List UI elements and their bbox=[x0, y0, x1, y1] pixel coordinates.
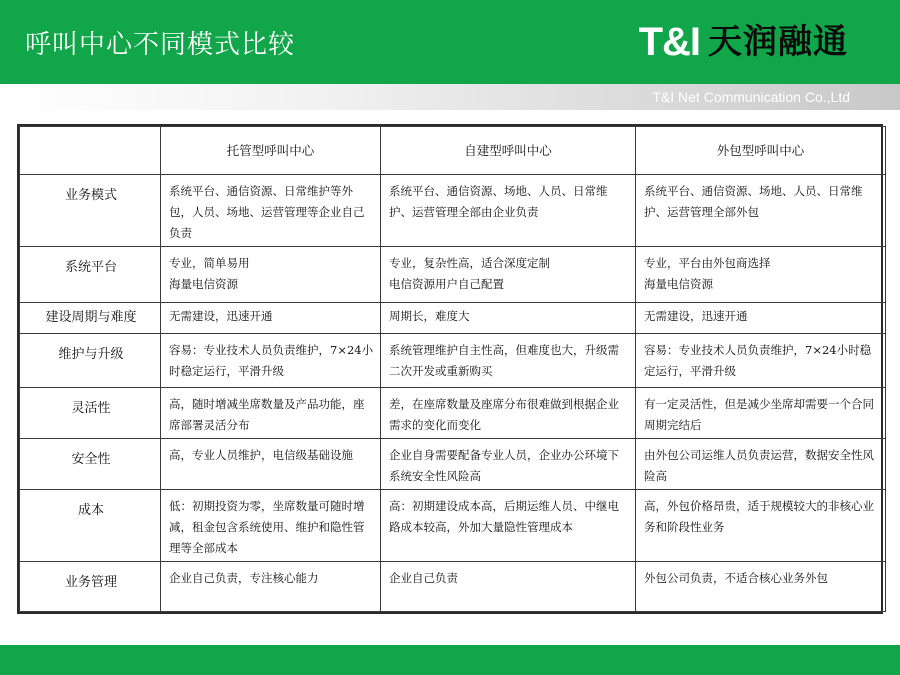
header-bar bbox=[0, 0, 900, 84]
cell-line: 专业，平台由外包商选择 bbox=[644, 256, 771, 270]
table-cell: 外包公司负责，不适合核心业务外包 bbox=[636, 562, 886, 612]
table-cell: 系统平台、通信资源、场地、人员、日常维护、运营管理全部由企业负责 bbox=[381, 175, 636, 247]
cell-line: 专业，简单易用 bbox=[169, 256, 250, 270]
table-cell bbox=[636, 247, 886, 303]
table-cell: 容易：专业技术人员负责维护，7×24小时稳定运行，平滑升级 bbox=[161, 334, 381, 388]
table-cell: 系统平台、通信资源、场地、人员、日常维护、运营管理全部外包 bbox=[636, 175, 886, 247]
table-row bbox=[20, 303, 886, 334]
logo-mark: T&I bbox=[638, 20, 700, 64]
row-label: 业务管理 bbox=[20, 562, 161, 612]
table-header-row bbox=[20, 127, 886, 175]
row-label: 成本 bbox=[20, 490, 161, 562]
cell-line: 专业，复杂性高，适合深度定制 bbox=[389, 256, 550, 270]
table-cell: 由外包公司运维人员负责运营，数据安全性风险高 bbox=[636, 439, 886, 490]
table-row bbox=[20, 247, 886, 303]
table-cell: 周期长，难度大 bbox=[381, 303, 636, 334]
table-cell: 低：初期投资为零，坐席数量可随时增减，租金包含系统使用、维护和隐性管理等全部成本 bbox=[161, 490, 381, 562]
table-cell: 企业自己负责，专注核心能力 bbox=[161, 562, 381, 612]
slide-title: 呼叫中心不同模式比较 bbox=[25, 30, 296, 60]
row-label: 系统平台 bbox=[20, 247, 161, 303]
row-label: 业务模式 bbox=[20, 175, 161, 247]
table-cell: 有一定灵活性，但是减少坐席却需要一个合同周期完结后 bbox=[636, 388, 886, 439]
table-cell: 容易：专业技术人员负责维护，7×24小时稳定运行，平滑升级 bbox=[636, 334, 886, 388]
table-row bbox=[20, 439, 886, 490]
table-cell: 高，随时增减坐席数量及产品功能，座席部署灵活分布 bbox=[161, 388, 381, 439]
header-outsourced: 外包型呼叫中心 bbox=[636, 127, 886, 175]
table-row bbox=[20, 562, 886, 612]
table-row bbox=[20, 175, 886, 247]
cell-line: 海量电信资源 bbox=[169, 277, 238, 291]
logo-chinese-name: 天润融通 bbox=[708, 22, 848, 62]
comparison-table bbox=[17, 124, 883, 614]
cell-line: 海量电信资源 bbox=[644, 277, 713, 291]
header-corner-cell bbox=[20, 127, 161, 175]
table-cell: 差，在座席数量及座席分布很难做到根据企业需求的变化而变化 bbox=[381, 388, 636, 439]
table-cell bbox=[161, 247, 381, 303]
cell-line: 电信资源用户自己配置 bbox=[389, 277, 504, 291]
row-label: 灵活性 bbox=[20, 388, 161, 439]
header-self-built: 自建型呼叫中心 bbox=[381, 127, 636, 175]
table-cell: 系统平台、通信资源、日常维护等外包，人员、场地、运营管理等企业自己负责 bbox=[161, 175, 381, 247]
table-cell: 高：初期建设成本高，后期运维人员、中继电路成本较高，外加大量隐性管理成本 bbox=[381, 490, 636, 562]
row-label: 维护与升级 bbox=[20, 334, 161, 388]
table-cell: 企业自己负责 bbox=[381, 562, 636, 612]
table-cell: 无需建设，迅速开通 bbox=[636, 303, 886, 334]
company-logo bbox=[639, 22, 848, 62]
row-label: 安全性 bbox=[20, 439, 161, 490]
table-cell: 高，专业人员维护，电信级基础设施 bbox=[161, 439, 381, 490]
header-hosted: 托管型呼叫中心 bbox=[161, 127, 381, 175]
table-row bbox=[20, 334, 886, 388]
table-cell: 企业自身需要配备专业人员，企业办公环境下系统安全性风险高 bbox=[381, 439, 636, 490]
company-english-name: T&I Net Communication Co.,Ltd bbox=[652, 89, 850, 105]
table-cell: 高，外包价格昂贵，适于规模较大的非核心业务和阶段性业务 bbox=[636, 490, 886, 562]
table-cell: 无需建设，迅速开通 bbox=[161, 303, 381, 334]
table-cell bbox=[381, 247, 636, 303]
table-row bbox=[20, 388, 886, 439]
table-cell: 系统管理维护自主性高，但难度也大，升级需二次开发或重新购买 bbox=[381, 334, 636, 388]
table-row bbox=[20, 490, 886, 562]
footer-bar bbox=[0, 645, 900, 675]
row-label: 建设周期与难度 bbox=[20, 303, 161, 334]
